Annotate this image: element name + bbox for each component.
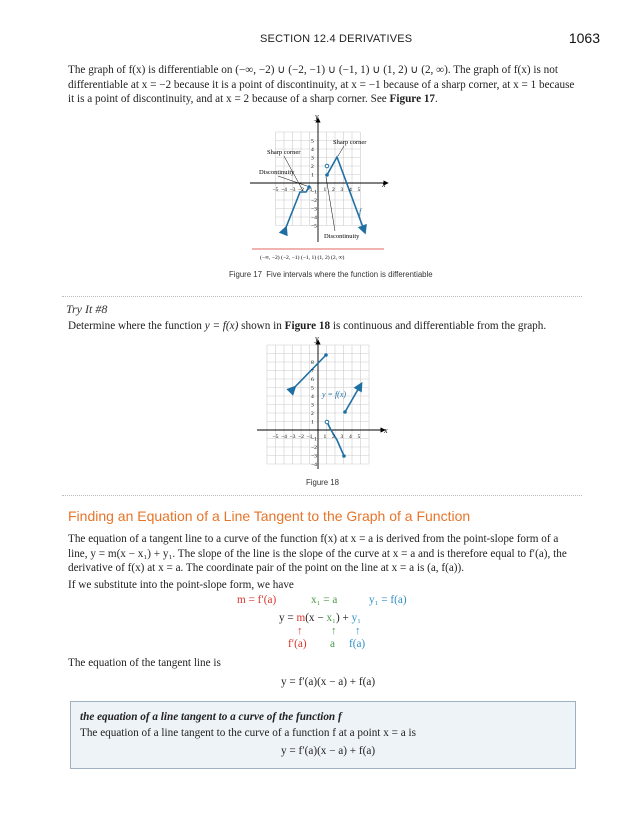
curve-right <box>327 157 364 230</box>
y-tick-label: −1 <box>311 189 317 196</box>
caption-label: Figure 17 <box>229 270 262 279</box>
y-tick-label: −2 <box>311 445 317 451</box>
psf-part: (x − <box>305 612 327 624</box>
section-paragraph-3: The equation of the tangent line is <box>68 657 221 669</box>
x-tick-label: 2 <box>332 187 335 193</box>
function-label: y = f(x) <box>322 390 347 399</box>
try-text-3: is continuous and differentiable from the graph. <box>330 320 547 332</box>
y-tick-label: 6 <box>311 377 314 383</box>
figure17-caption <box>229 270 433 279</box>
psf-x1: x₁ <box>326 612 336 624</box>
annotation-discontinuity-left: Discontinuity <box>259 169 295 176</box>
arrow-x1: ↑ <box>331 625 337 637</box>
x-tick-label: −2 <box>298 434 304 440</box>
x-tick-label: 3 <box>340 434 344 440</box>
x-tick-label: 2 <box>332 434 335 440</box>
x-tick-label: −3 <box>289 434 296 440</box>
annotation-discontinuity-bottom: Discontinuity <box>324 233 360 240</box>
definition-box-title: the equation of a line tangent to a curve of the function f <box>80 711 342 723</box>
sub-m: m = f′(a) <box>237 594 277 606</box>
x-tick-label: −4 <box>281 187 287 193</box>
segment-open-point <box>325 420 329 424</box>
below-y1: f(a) <box>349 638 366 650</box>
psf-part: y = <box>279 612 297 624</box>
y-axis-label: y <box>315 334 319 343</box>
y-tick-label: 5 <box>311 138 314 145</box>
try-func: y = f(x) <box>204 320 239 332</box>
psf-m: m <box>296 612 306 624</box>
divider <box>62 296 582 297</box>
y-tick-label: 2 <box>311 164 314 170</box>
figure18-graph <box>255 334 395 474</box>
section-paragraph-2: If we substitute into the point-slope form, we have <box>68 579 294 591</box>
sub-y1: y₁ = f(a) <box>369 594 407 606</box>
arrow-y1: ↑ <box>355 625 361 637</box>
y-tick-label: −3 <box>311 453 317 460</box>
x-tick-label: 4 <box>349 434 352 440</box>
definition-box-text: The equation of a line tangent to the curve of a function f at a point x = a is <box>80 727 416 739</box>
caption-text: Five intervals where the function is differentiable <box>266 270 433 279</box>
y-tick-label: 7 <box>311 368 314 375</box>
annotation-sharp-corner-left: Sharp corner <box>267 149 301 156</box>
segment-end-point <box>324 353 328 357</box>
y-tick-label: −1 <box>311 436 317 443</box>
x-axis-label: x <box>384 426 388 435</box>
y-tick-label: 1 <box>311 172 314 179</box>
point-discont-right <box>325 173 329 177</box>
intro-end: . <box>435 93 438 105</box>
x-tick-label: 5 <box>357 187 361 193</box>
x-tick-label: 3 <box>340 187 344 193</box>
x-tick-label: 4 <box>349 187 352 193</box>
x-tick-label: −1 <box>306 434 313 440</box>
below-x1: a <box>330 638 335 650</box>
x-tick-label: −4 <box>281 434 287 440</box>
y-tick-label: 1 <box>311 419 314 426</box>
divider <box>62 495 582 496</box>
annotation-line <box>323 177 335 231</box>
arrow-m: ↑ <box>297 625 303 637</box>
y-tick-label: 2 <box>311 411 314 417</box>
x-tick-label: −3 <box>289 187 296 193</box>
x-tick-label: −1 <box>306 187 313 193</box>
section-title: DERIVATIVES <box>339 33 413 45</box>
curve-segment-3 <box>345 386 360 412</box>
y-tick-label: 5 <box>311 385 314 392</box>
intro-text: The graph of f(x) is differentiable on (−∞, −2) ∪ (−2, −1) ∪ (−1, 1) ∪ (1, 2) ∪ (2, ∞). The graph of f(x) is not differentiable at x = −2 because it is a point of discontinuity, at x = −1 because of a sharp corner, at x = 1 because it is a point of discontinuity, and at x = 2 because of a sharp corner. See <box>68 64 575 105</box>
x-tick-label: −2 <box>298 187 304 193</box>
intro-paragraph <box>68 63 580 107</box>
x-tick-label: 1 <box>323 434 327 440</box>
section-number: SECTION 12.4 <box>260 33 336 45</box>
below-m: f′(a) <box>288 638 307 650</box>
try-it-text <box>68 319 580 334</box>
segment-end-point <box>342 454 346 458</box>
psf-part: ) + <box>335 612 352 624</box>
running-header <box>260 33 412 45</box>
x-tick-label: 5 <box>357 434 361 440</box>
y-tick-label: 4 <box>311 394 314 400</box>
point-slope-form <box>279 612 361 624</box>
annotation-sharp-corner-right: Sharp corner <box>333 139 367 146</box>
y-tick-label: 3 <box>311 155 314 162</box>
y-tick-label: 3 <box>311 402 314 409</box>
y-tick-labels <box>311 360 317 468</box>
x-axis-label: x <box>382 180 386 189</box>
y-axis-label: y <box>315 112 319 121</box>
x-tick-label: −5 <box>272 434 279 440</box>
y-tick-label: −4 <box>311 462 317 468</box>
try-it-title: Try It #8 <box>66 302 108 316</box>
try-text-2: shown in <box>238 320 285 332</box>
y-tick-label: −3 <box>311 206 317 213</box>
section-heading: Finding an Equation of a Line Tangent to the Graph of a Function <box>68 508 471 524</box>
figure17-graph <box>250 112 400 267</box>
figure18-caption: Figure 18 <box>306 478 339 487</box>
y-tick-label: 4 <box>311 147 314 153</box>
sub-x1: x₁ = a <box>311 594 338 606</box>
interval-labels: (−∞, −2) (−2, −1) (−1, 1) (1, 2) (2, ∞) <box>260 255 345 261</box>
segment-end-point <box>343 410 347 414</box>
function-label: f <box>359 207 362 216</box>
figure17-link[interactable]: Figure 17 <box>389 93 436 105</box>
x-tick-label: −5 <box>272 187 279 193</box>
y-tick-labels <box>311 139 317 230</box>
definition-box-equation: y = f′(a)(x − a) + f(a) <box>281 745 376 757</box>
x-tick-label: 1 <box>323 187 327 193</box>
y-tick-label: −4 <box>311 215 317 221</box>
y-tick-label: 8 <box>311 360 314 366</box>
annotation-line <box>338 146 344 156</box>
y-tick-label: −2 <box>311 198 317 204</box>
figure18-link[interactable]: Figure 18 <box>284 320 331 332</box>
psf-y1: y₁ <box>351 612 362 624</box>
y-tick-label: −5 <box>311 223 317 230</box>
point-open <box>325 164 329 168</box>
tangent-equation: y = f′(a)(x − a) + f(a) <box>281 676 376 688</box>
try-text-1: Determine where the function <box>68 320 205 332</box>
section-paragraph-1: The equation of a tangent line to a curve of the function f(x) at x = a is derived from the point-slope form of a line, y = m(x − x₁) + y₁. The slope of the line is the slope of the curve at x = a and is therefore equal to f′(a), the derivative of f(x) at x = a. The coordinate pair of the point on the line at x = a is (a, f(a)). <box>68 533 567 574</box>
page-number: 1063 <box>568 30 600 46</box>
